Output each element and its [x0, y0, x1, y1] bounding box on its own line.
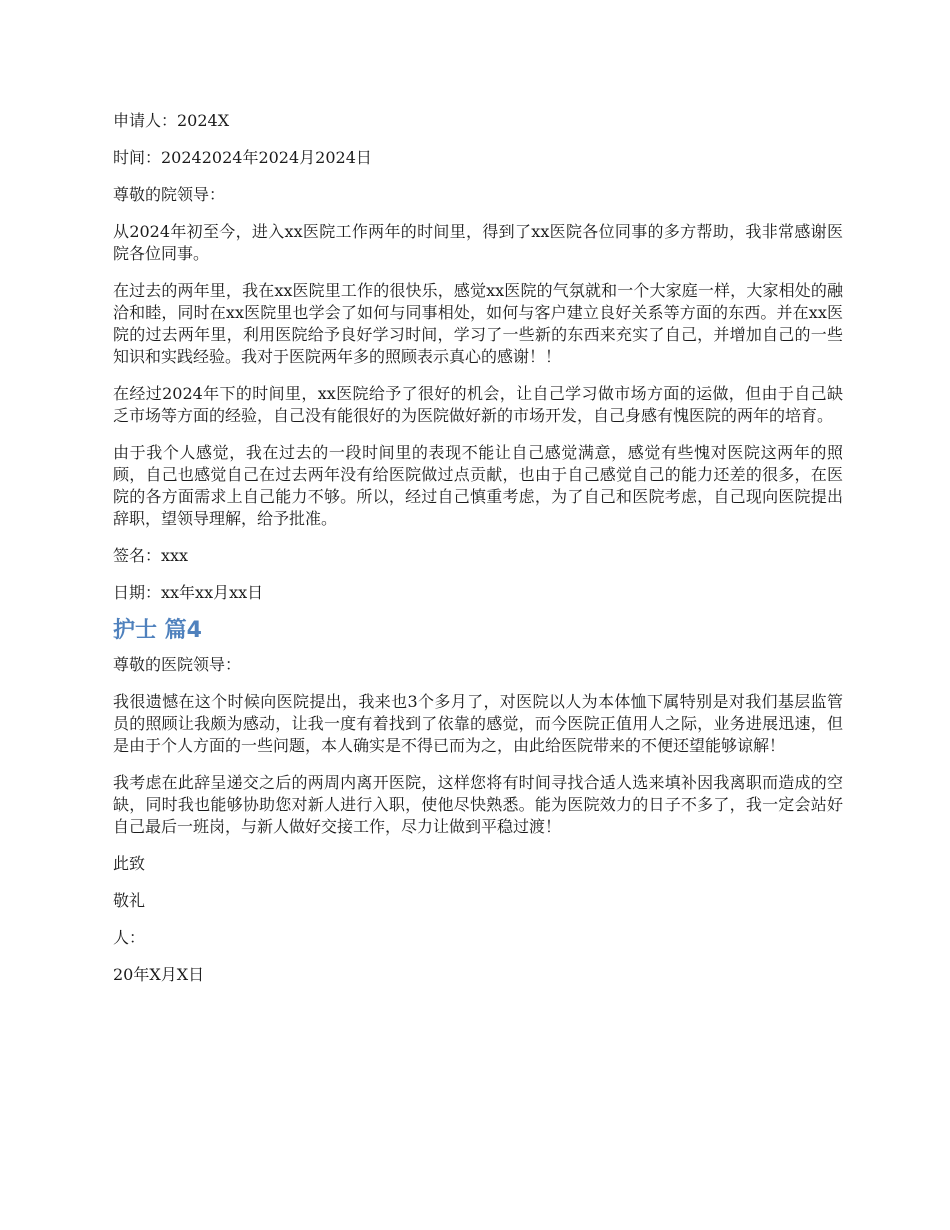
salutation: 尊敬的院领导： — [113, 185, 226, 204]
paragraph: 我考虑在此辞呈递交之后的两周内离开医院，这样您将有时间寻找合适人选来填补因我离职而造成的空缺，同时我也能够协助您对新人进行入职，使他尽快熟悉。能为医院效力的日子不多了，我一定会站好自己最后一班岗，与新人做好交接工作，尽力让做到平稳过渡！ — [113, 773, 843, 836]
person-line: 人： — [113, 928, 146, 947]
signature-line: 签名：xxx — [113, 546, 189, 565]
applicant-line: 申请人：2024X — [113, 111, 230, 130]
date-line: 日期：xx年xx月xx日 — [113, 583, 264, 602]
document-page — [113, 110, 843, 1001]
paragraph: 我很遗憾在这个时候向医院提出，我来也3个多月了，对医院以人为本体恤下属特别是对我们基层监管员的照顾让我颇为感动，让我一度有着找到了依靠的感觉，而今医院正值用人之际，业务进展迅速，但是由于个人方面的一些问题，本人确实是不得已而为之，由此给医院带来的不便还望能够谅解！ — [113, 692, 843, 755]
section-heading: 护士 篇4 — [113, 618, 202, 643]
paragraph: 从2024年初至今，进入xx医院工作两年的时间里，得到了xx医院各位同事的多方帮助，我非常感谢医院各位同事。 — [113, 222, 843, 263]
paragraph: 在经过2024年下的时间里，xx医院给予了很好的机会，让自己学习做市场方面的运做，但由于自己缺乏市场等方面的经验，自己没有能很好的为医院做好新的市场开发，自己身感有愧医院的两年的培育。 — [113, 384, 843, 425]
date-line: 20年X月X日 — [113, 965, 205, 984]
closing-line: 此致 — [113, 854, 146, 873]
paragraph: 由于我个人感觉，我在过去的一段时间里的表现不能让自己感觉满意，感觉有些愧对医院这两年的照顾，自己也感觉自己在过去两年没有给医院做过点贡献，也由于自己感觉自己的能力还差的很多，在医院的各方面需求上自己能力不够。所以，经过自己慎重考虑，为了自己和医院考虑，自己现向医院提出辞职，望领导理解，给予批准。 — [113, 443, 843, 528]
paragraph: 在过去的两年里，我在xx医院里工作的很快乐，感觉xx医院的气氛就和一个大家庭一样，大家相处的融洽和睦，同时在xx医院里也学会了如何与同事相处，如何与客户建立良好关系等方面的东西。并在xx医院的过去两年里，利用医院给予良好学习时间，学习了一些新的东西来充实了自己，并增加自己的一些知识和实践经验。我对于医院两年多的照顾表示真心的感谢！！ — [113, 281, 843, 366]
salutation: 尊敬的医院领导： — [113, 655, 242, 674]
time-line: 时间：20242024年2024月2024日 — [113, 148, 372, 167]
closing-line: 敬礼 — [113, 891, 146, 910]
